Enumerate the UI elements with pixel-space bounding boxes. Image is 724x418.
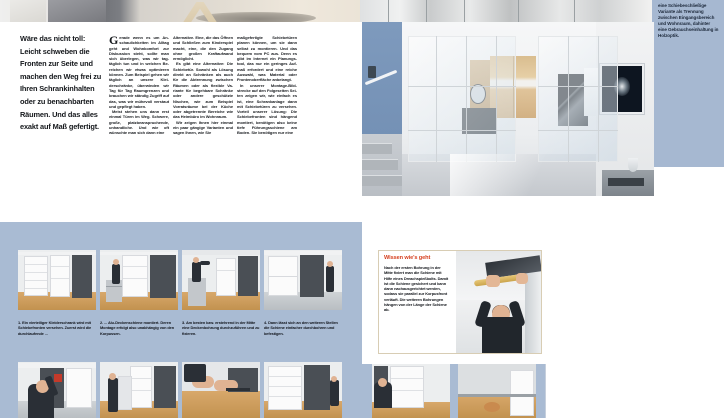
body-text-column-1 [109, 35, 169, 136]
top-right-photo-hallway [360, 0, 652, 22]
body-paragraph: Wir zeigen Ihnen hier einmal ein paar gängige Varianten und sagen Ihnen, wie Sie [173, 119, 233, 136]
hero-photo-caption: eine Schiebeschließige Variante als Trennung zwischen Eingangsbereich und Wohnraum, dahinter eine Gebrauchseinhaltung in Holzoptik. [658, 3, 719, 38]
step-photo-carrying-door [100, 362, 178, 418]
step-caption-2: 2. ... Alu-Deckenschiene montiert. Deren Montage erfolgt also unabhängig von den Korpussen. [100, 320, 175, 336]
drop-cap: G [109, 33, 119, 47]
body-text-column-2 [173, 35, 233, 136]
step-photo-rail-mounting [100, 250, 178, 310]
body-paragraph: erade wenn es um Anschaulichkeiten im Alltag geht und Wohnkomfort zur Diskussion steht, sollte man sich überlegen, was wir tagtäglich tun und in welchen Bereichen wir etwas optimieren können. Zum Beispiel gehen wir täglich an unsere Kleiderschränke, überwinden wir Tag für Tag Raumgrenzen und brauchen wir ständig Zugriff auf das, was wir mühevoll verstaut und gepflegt haben. [109, 35, 169, 109]
step-caption-4: 4. Dann lässt sich an den weiteren Stellen die Schiene einfacher durchbohren und befestigen. [264, 320, 338, 336]
step-caption-1: 1. Ein vierteiliger Kleiderschrank wird mit Schiebefronten versehen. Zuerst wird die durchlaufende ... [18, 320, 92, 336]
step-photo-floor-guide [182, 362, 260, 418]
body-paragraph: maßgefertigte Schiebetüren planen können, um sie dann selbst zu montieren. Und das bequem vom PC aus. Denn es gibt im Internet ein Planungstool, das nur ein geringes Aufmaß erfordert und eine reiche Auswahl, was Material oder Frontenoberfläche anbelangt. [237, 35, 297, 83]
step-photo-floor-detail [458, 364, 536, 418]
step-photo-drilling-wall [18, 362, 96, 418]
step-photo-wardrobe-installed [18, 250, 96, 310]
body-text-column-3 [237, 35, 297, 136]
body-paragraph: Es gibt eine Alternative: Die Schiebetür. Sowohl als Lösung direkt an Schränken als auch für die Abtrennung zwischen Räumen oder als flexible Variante für begehbare Schränke oder andere geschützte Nischen, wie zum Beispiel Vorratsräume bei der Küche oder abgetrennte Bereiche wie das Heimbüro im Wohnraum. [173, 61, 233, 120]
body-paragraph: In unserer Montage-Bildstrecke auf den Folgeseiten Seiten zeigen wir, wie einfach es ist, eine Schrankanlage dann mit Schiebetüren zu versehen. Vorteil unserer Lösung: Die Schiebefronten sind hängend montiert, benötigen also keine tiefe Führungsschiene am Boden. Sie benötigen nur eine [237, 82, 297, 136]
body-paragraph: Meist stehen uns dann erst einmal Türen im Weg. Schwere, große, platzbeanspruchende, unhandliche. Und wie oft wünschte man sich dann eine [109, 109, 169, 136]
howto-text: Nach der ersten Bohrung in der Mitte fixiert man die Schiene mit Hilfe eines Dreachspießbolts. Damit ist die Schiene gesichert und kann dann nachausgerichtet werden, sodass sie parallel zur Korpusfront verläuft. Die weiteren Bohrungen hängen von der Länge der Schiene ab. [384, 265, 449, 313]
howto-title: Wissen wie's geht [384, 255, 431, 261]
howto-photo-rail-with-hammer [456, 251, 541, 353]
step-caption-3: 3. Am besten bzw. erstehrend in der Mitte eine Deckenbohrung durchzuführen und zu fixieren. [182, 320, 260, 336]
step-photo-finished-shelf [264, 362, 342, 418]
step-photo-rail-fixing [264, 250, 342, 310]
hero-photo-sliding-glass-doors [362, 22, 654, 196]
step-photo-ceiling-drilling [182, 250, 260, 310]
intro-lead-text: Wäre das nicht toll: Leicht schweben die Fronten zur Seite und machen den Weg frei zu Ihren Schrankinhalten oder zu benachbarten Räumen. Und das alles exakt auf Maß gefertigt. [20, 34, 102, 132]
body-paragraph: Alternative. Eine, die das Öffnen und Schließen zum Kinderspiel macht, eine, die den Zugang ohne großen Kraftaufwand ermöglicht. [173, 35, 233, 62]
panel-divider [545, 364, 546, 418]
step-photo-kneeling-install [372, 364, 450, 418]
